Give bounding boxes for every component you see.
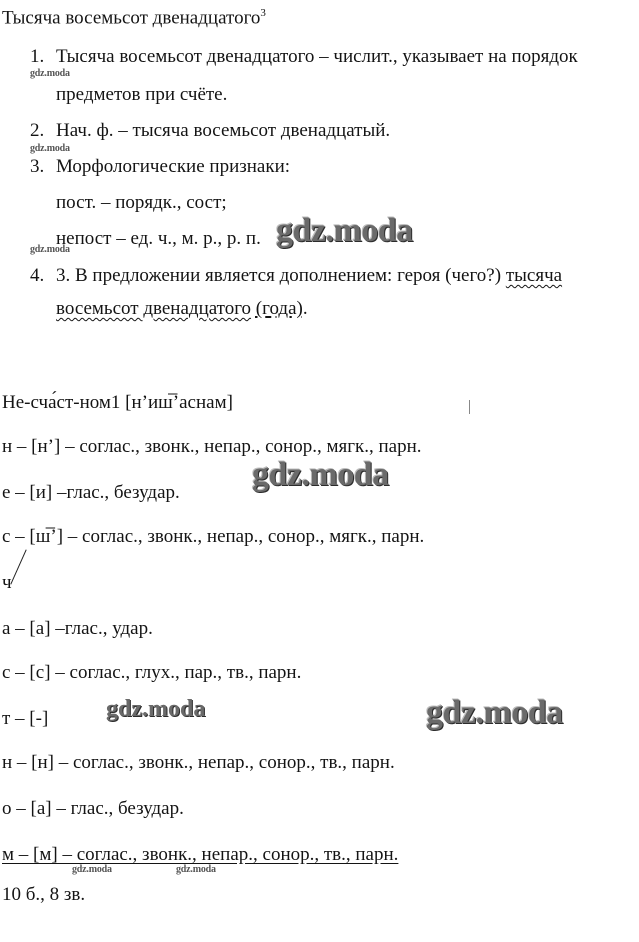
handwritten-stroke	[10, 549, 26, 584]
phonetic-row-3: с – [ш̅’] – соглас., звонк., непар., сонор., мягк., парн.	[2, 526, 425, 547]
underlined-phrase-paren: (года)	[255, 298, 303, 319]
watermark-large: gdz.moda	[276, 212, 413, 249]
phonetic-row-9: о – [а] – глас., безудар.	[2, 798, 184, 819]
phonetic-row-8: н – [н] – соглас., звонк., непар., сонор., тв., парн.	[2, 752, 395, 773]
title-text: Тысяча восемьсот двенадцатого	[2, 7, 261, 29]
list-item-text: 3. В предложении является дополнением: героя (чего?)	[56, 265, 506, 286]
phonetic-row-7: т – [-]	[2, 708, 49, 729]
list-item-number: 1.	[30, 46, 45, 67]
watermark-small: gdz.moda	[30, 68, 70, 79]
phonetic-row-2: е – [и] –глас., безудар.	[2, 482, 180, 503]
underlined-phrase: восемьсот двенадцатого	[56, 298, 252, 319]
phonetic-total: 10 б., 8 зв.	[2, 884, 86, 905]
list-item-3-sub2: непост – ед. ч., м. р., р. п.	[56, 228, 261, 249]
watermark-small: gdz.moda	[30, 244, 70, 255]
watermark-large: gdz.moda	[252, 456, 389, 493]
list-item-1-continuation: предметов при счёте.	[56, 84, 228, 105]
watermark-small: gdz.moda	[176, 864, 216, 875]
underlined-word: тысяча	[505, 265, 563, 286]
watermark-small: gdz.moda	[72, 864, 112, 875]
list-item-3	[30, 156, 290, 178]
phonetic-row-5: а – [а] –глас., удар.	[2, 618, 153, 639]
phonetic-row-4: ч	[2, 572, 12, 593]
list-item-number: 3.	[30, 156, 45, 177]
watermark-large: gdz.moda	[426, 694, 563, 731]
list-item-text: Нач. ф. – тысяча восемьсот двенадцатый.	[56, 120, 391, 141]
phonetic-row-1: н – [н’] – соглас., звонк., непар., сонор., мягк., парн.	[2, 436, 422, 457]
list-item-2	[30, 120, 390, 142]
title-sup: 3	[260, 7, 266, 19]
list-item-3-sub1: пост. – порядк., сост;	[56, 192, 227, 213]
document-title	[2, 2, 266, 29]
scan-mark	[469, 400, 470, 414]
list-item-number: 2.	[30, 120, 45, 141]
phonetic-row-10-text: м – [м] – соглас., звонк., непар., сонор., тв., парн.	[2, 844, 399, 865]
phonetic-row-10	[2, 844, 398, 866]
watermark-small: gdz.moda	[30, 143, 70, 154]
list-item-text: Тысяча восемьсот двенадцатого – числит., указывает на порядок	[56, 46, 578, 67]
list-item-4	[30, 265, 562, 287]
list-item-text: Морфологические признаки:	[56, 156, 291, 177]
phonetic-row-6: с – [с] – соглас., глух., пар., тв., парн.	[2, 662, 302, 683]
list-item-4-continuation	[56, 298, 308, 320]
watermark-medium: gdz.moda	[106, 696, 206, 722]
list-item-1	[30, 46, 578, 68]
list-item-number: 4.	[30, 265, 45, 286]
period: .	[302, 298, 308, 319]
phonetic-word: Не-сча́ст-ном1 [н’иш̅’аснам]	[2, 392, 233, 413]
